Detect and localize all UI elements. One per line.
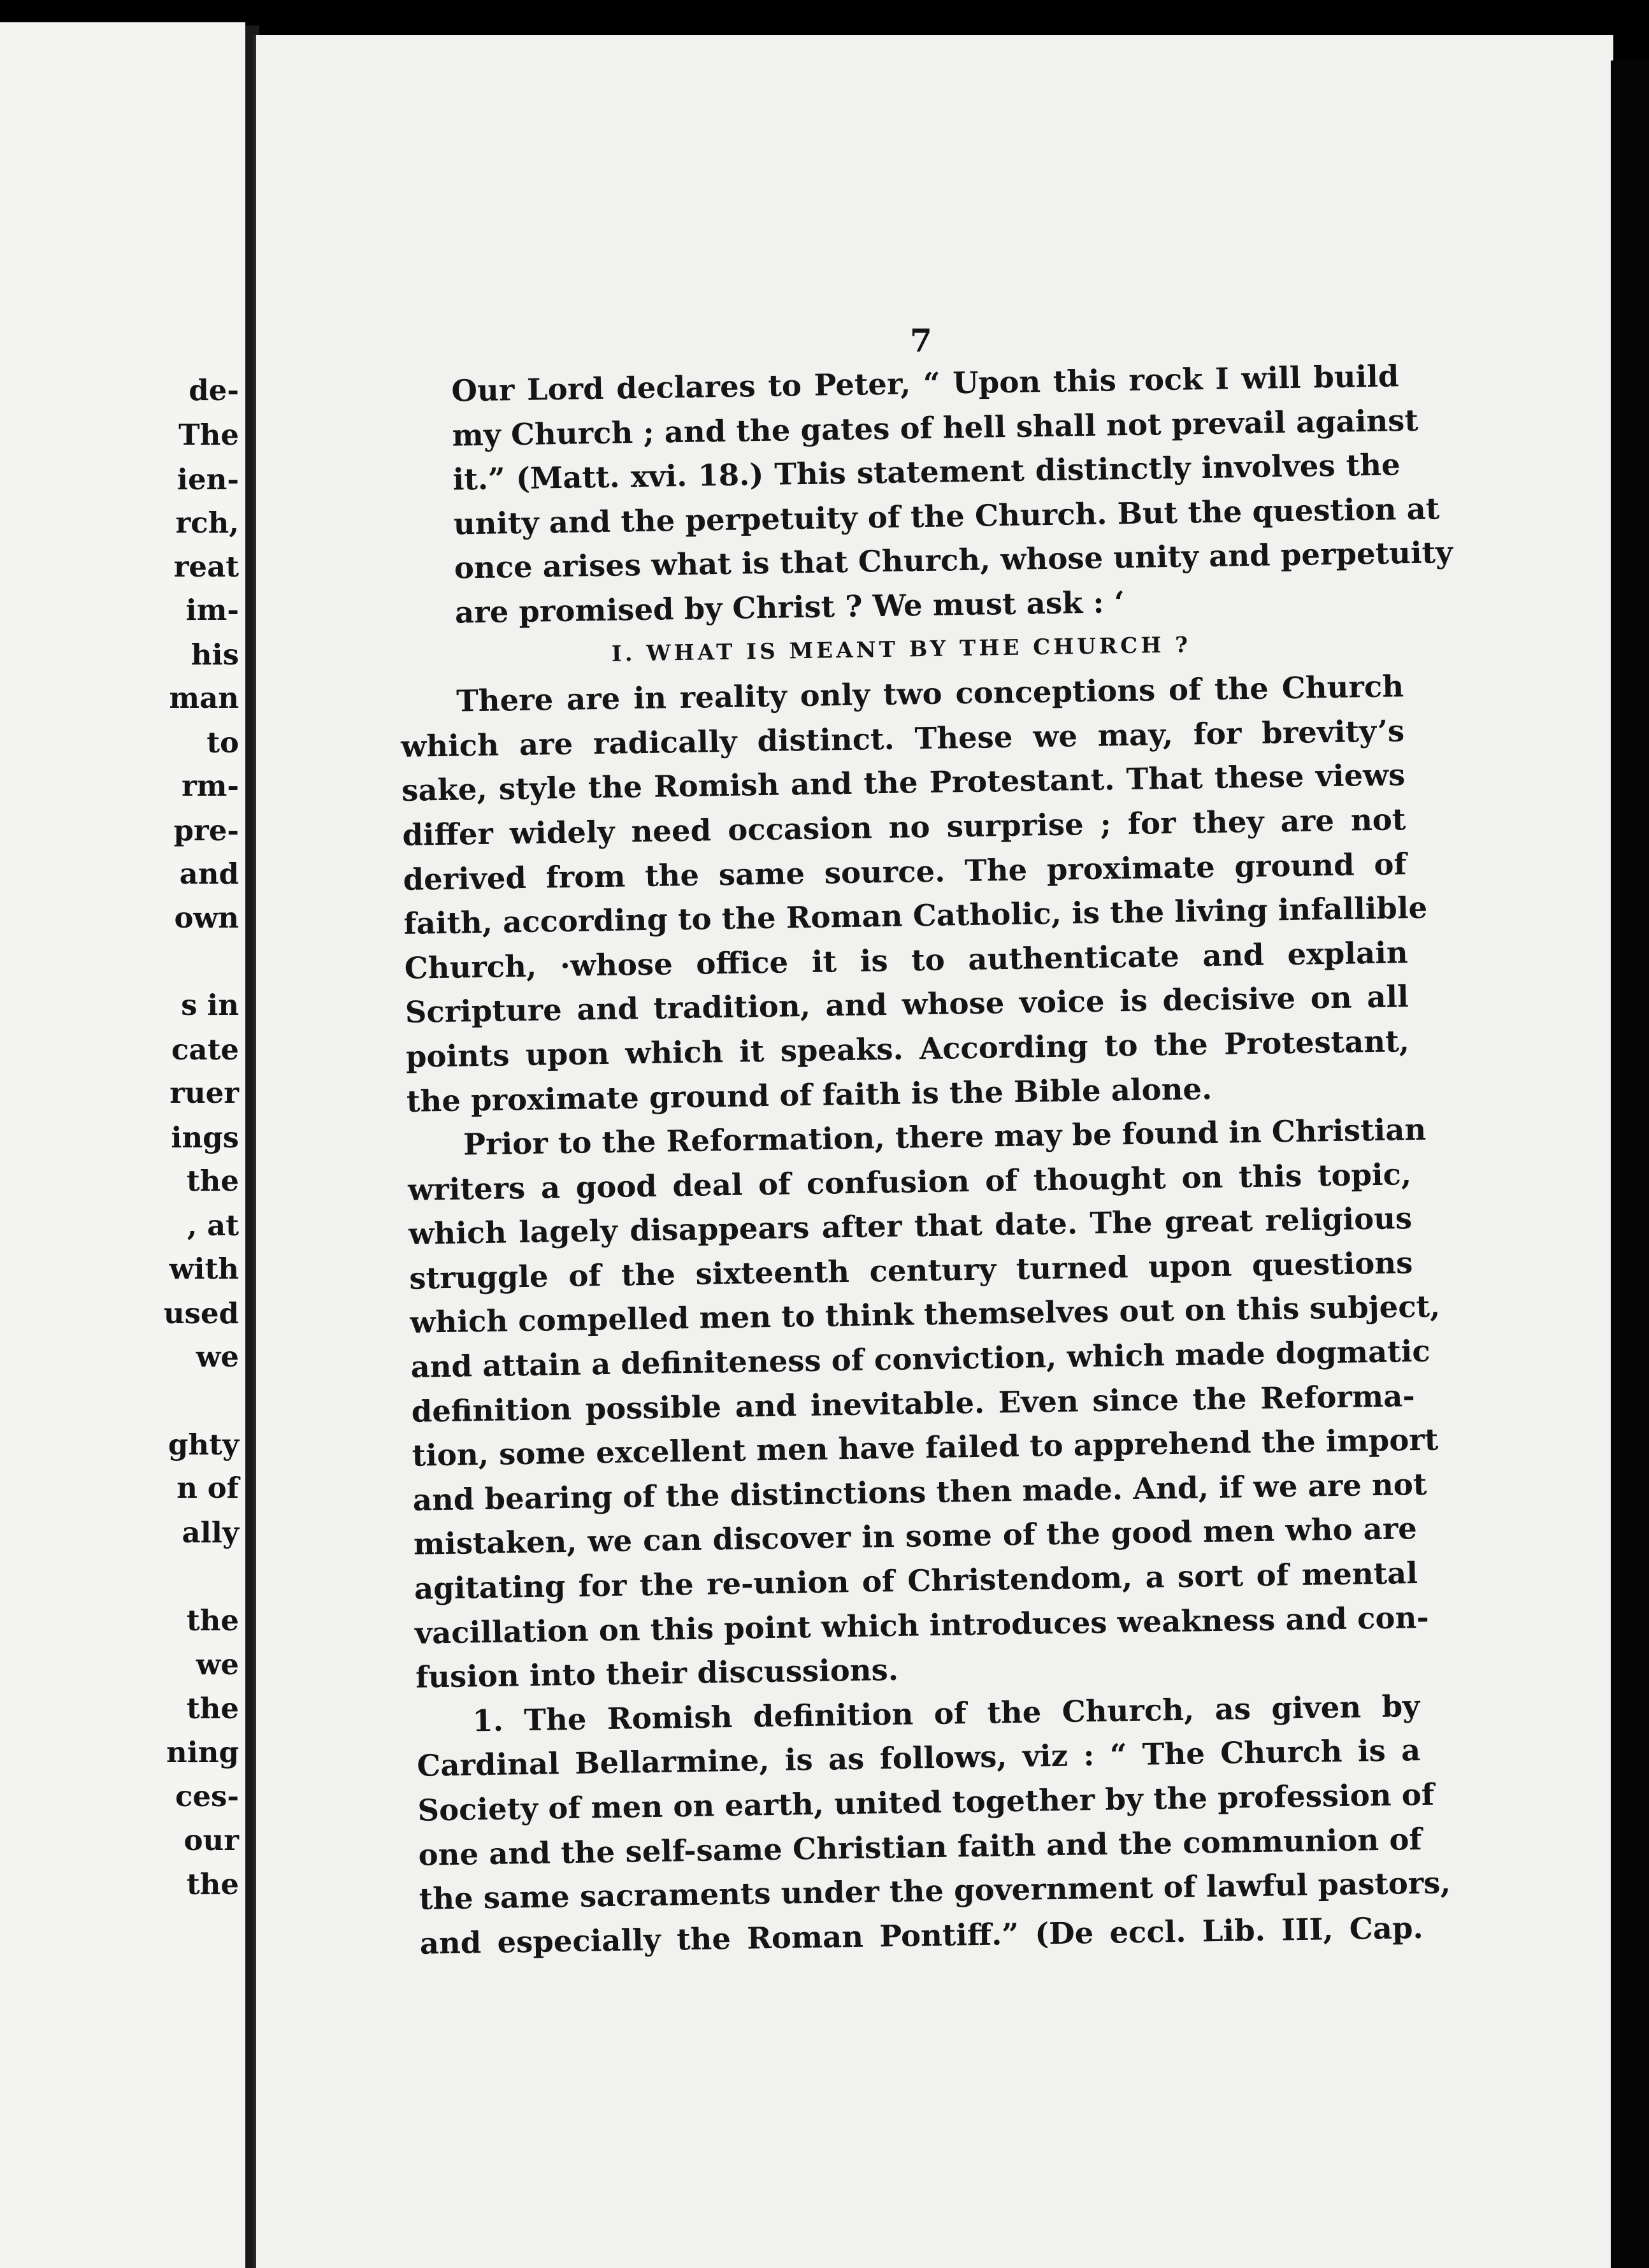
text-line: mistaken, we can discover in some of the good men who are xyxy=(413,1511,1418,1562)
text-line: Society of men on earth, united together by the profession of xyxy=(417,1776,1435,1828)
left-fragment: rm- xyxy=(182,769,239,803)
text-line: fusion into their discussions. xyxy=(415,1652,899,1695)
left-fragment: the xyxy=(186,1604,239,1637)
paragraph-1 xyxy=(395,354,1453,635)
text-line: the proximate ground of faith is the Bible alone. xyxy=(406,1070,1213,1119)
text-line: definition possible and inevitable. Even since the Reforma- xyxy=(411,1377,1415,1429)
paragraph-2 xyxy=(400,664,1428,1123)
text-line: Our Lord declares to Peter, “ Upon this rock I will build xyxy=(451,358,1399,408)
left-fragment: the xyxy=(186,1691,239,1725)
text-line: once arises what is that Church, whose unity and perpetuity xyxy=(454,535,1453,585)
left-fragment: cate xyxy=(171,1033,239,1066)
text-line: one and the self-same Christian faith and the communion of xyxy=(418,1821,1422,1872)
text-line: which are radically distinct. These we may, for brevity’s xyxy=(400,712,1405,764)
left-page-edge xyxy=(0,22,245,2268)
text-line: Scripture and tradition, and whose voice is decisive on all xyxy=(405,979,1409,1030)
left-fragment: the xyxy=(186,1867,239,1901)
left-fragment: man xyxy=(169,681,239,715)
left-fragment: de- xyxy=(189,373,239,407)
text-line: which compelled men to think themselves out on this subject, xyxy=(410,1288,1441,1340)
text-line: Church, ·whose office it is to authenticate and explain xyxy=(404,934,1408,986)
text-line: and especially the Roman Pontiff.” (De eccl. Lib. III, Cap. xyxy=(419,1909,1424,1961)
left-fragment: to xyxy=(206,726,239,759)
left-fragment: ally xyxy=(182,1516,239,1549)
text-line: derived from the same source. The proximate ground of xyxy=(403,845,1407,897)
text-line: Prior to the Reformation, there may be found in Christian xyxy=(463,1111,1427,1162)
left-fragment: we xyxy=(196,1647,239,1681)
left-fragment: reat xyxy=(173,550,239,584)
scan-border xyxy=(1611,61,1649,2268)
text-line: which lagely disappears after that date. The great religious xyxy=(408,1200,1413,1252)
section-heading: I. WHAT IS MEANT BY THE CHURCH ? xyxy=(611,631,1192,667)
left-fragment: with xyxy=(169,1252,239,1286)
paragraph-4 xyxy=(416,1684,1451,1965)
text-line: struggle of the sixteenth century turned upon questions xyxy=(408,1244,1413,1296)
text-line: Cardinal Bellarmine, is as follows, viz : “ The Church is a xyxy=(416,1732,1421,1784)
text-line: faith, according to the Roman Catholic, is the living infallible xyxy=(403,889,1428,942)
page-number: 7 xyxy=(910,322,932,359)
left-fragment: we xyxy=(196,1340,239,1374)
text-line: my Church ; and the gates of hell shall not prevail against xyxy=(452,402,1419,453)
left-fragment: ces- xyxy=(175,1779,239,1813)
text-line: it.” (Matt. xvi. 18.) This statement distinctly involves the xyxy=(452,447,1401,497)
text-line: vacillation on this point which introduces weakness and con- xyxy=(414,1599,1429,1651)
left-fragment: ien- xyxy=(176,463,239,496)
left-fragment: n of xyxy=(176,1471,239,1505)
text-line: agitating for the re-union of Christendom, a sort of mental xyxy=(414,1555,1418,1606)
left-fragment: ings xyxy=(171,1121,239,1154)
text-line: unity and the perpetuity of the Church. But the question at xyxy=(453,491,1440,542)
text-line: tion, some excellent men have failed to apprehend the import xyxy=(412,1421,1439,1474)
text-line: sake, style the Romish and the Protestant. That these views xyxy=(401,757,1406,808)
text-line: 1. The Romish definition of the Church, as given by xyxy=(472,1688,1420,1739)
left-fragment: , at xyxy=(187,1209,239,1242)
left-fragment: The xyxy=(178,418,239,452)
text-line: and attain a definiteness of conviction, which made dogmatic xyxy=(410,1333,1430,1384)
body-text xyxy=(395,354,1453,1965)
text-line: There are in reality only two conceptions of the Church xyxy=(456,668,1404,719)
left-fragment: pre- xyxy=(173,814,239,847)
left-fragment: ning xyxy=(166,1735,239,1769)
text-line: writers a good deal of confusion of thought on this topic, xyxy=(407,1156,1412,1207)
text-line: differ widely need occasion no surprise ; for they are not xyxy=(402,801,1406,852)
left-fragment: and xyxy=(179,857,239,891)
text-line: points upon which it speaks. According to the Protestant, xyxy=(405,1023,1410,1074)
left-fragment: im- xyxy=(185,593,239,627)
left-fragment: the xyxy=(186,1164,239,1198)
text-line: are promised by Christ ? We must ask : ‘ xyxy=(454,584,1125,630)
paragraph-3 xyxy=(407,1107,1441,1699)
left-fragment: rch, xyxy=(175,506,239,540)
left-fragment: his xyxy=(191,638,239,671)
left-fragment: own xyxy=(174,901,239,935)
text-line: the same sacraments under the government of lawful pastors, xyxy=(419,1865,1451,1916)
left-fragment: s in xyxy=(181,988,239,1022)
text-line: and bearing of the distinctions then made. And, if we are not xyxy=(412,1466,1427,1518)
left-fragment: our xyxy=(184,1823,239,1857)
left-fragment: used xyxy=(163,1296,239,1330)
left-fragment: ruer xyxy=(169,1076,239,1110)
left-fragment: ghty xyxy=(168,1428,239,1461)
